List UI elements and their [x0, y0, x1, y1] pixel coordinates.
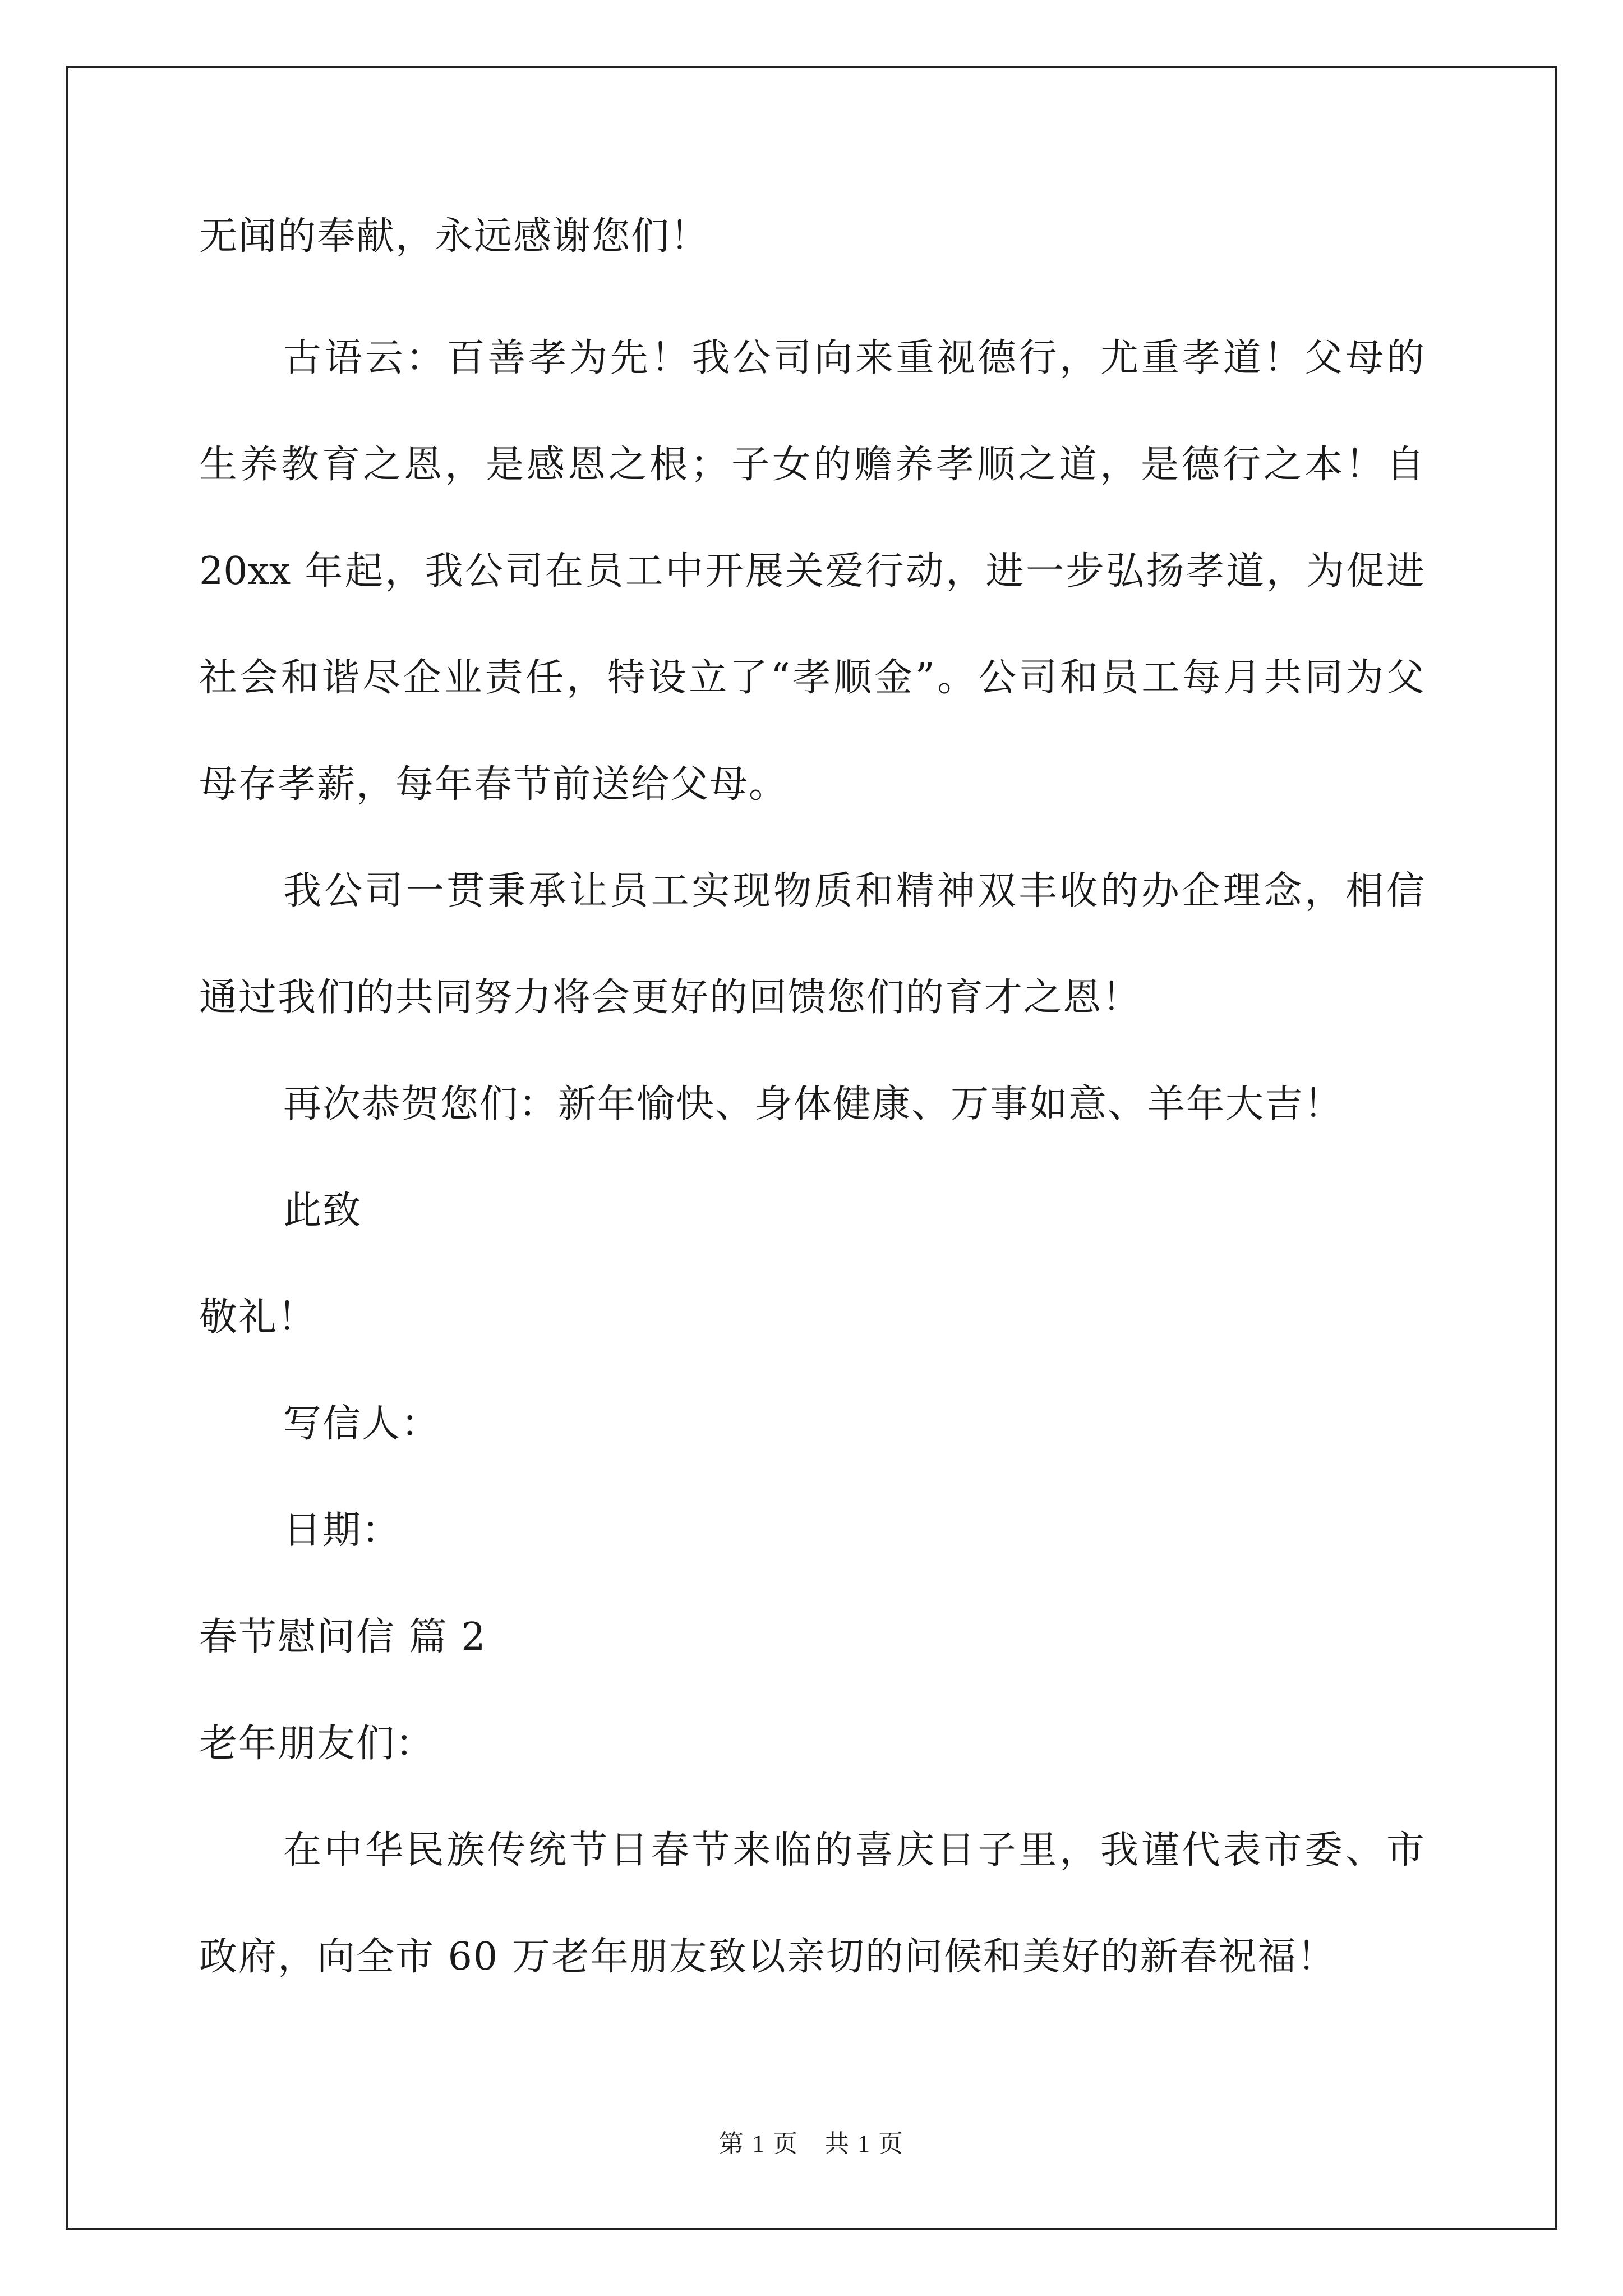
closing-salutation: 此致	[283, 1189, 362, 1233]
page-footer: 第 1 页 共 1 页	[719, 2130, 904, 2157]
paragraph-line: 20xx 年起，我公司在员工中开展关爱行动，进一步弘扬孝道，为促进	[199, 549, 1424, 593]
signature-label: 写信人：	[283, 1402, 441, 1446]
paragraph-line: 生养教育之恩，是感恩之根；子女的赡养孝顺之道，是德行之本！自	[199, 443, 1424, 487]
paragraph-line: 古语云：百善孝为先！我公司向来重视德行，尤重孝道！父母的	[283, 336, 1424, 380]
closing-regards: 敬礼！	[199, 1295, 317, 1340]
paragraph-line: 在中华民族传统节日春节来临的喜庆日子里，我谨代表市委、市	[283, 1828, 1424, 1872]
paragraph-line: 母存孝薪，每年春节前送给父母。	[199, 762, 789, 807]
paragraph-line: 我公司一贯秉承让员工实现物质和精神双丰收的办企理念，相信	[283, 869, 1424, 913]
paragraph-line: 社会和谐尽企业责任，特设立了“孝顺金”。公司和员工每月共同为父	[199, 656, 1424, 700]
page-border	[66, 66, 1557, 2230]
section-heading: 春节慰问信 篇 2	[199, 1615, 487, 1659]
date-label: 日期：	[283, 1508, 402, 1553]
paragraph-line: 通过我们的共同努力将会更好的回馈您们的育才之恩！	[199, 976, 1142, 1020]
paragraph-line: 无闻的奉献，永远感谢您们！	[199, 214, 710, 259]
paragraph-line: 再次恭贺您们：新年愉快、身体健康、万事如意、羊年大吉！	[283, 1082, 1344, 1126]
greeting-line: 老年朋友们：	[199, 1722, 435, 1766]
paragraph-line: 政府，向全市 60 万老年朋友致以亲切的问候和美好的新春祝福！	[199, 1935, 1336, 1979]
